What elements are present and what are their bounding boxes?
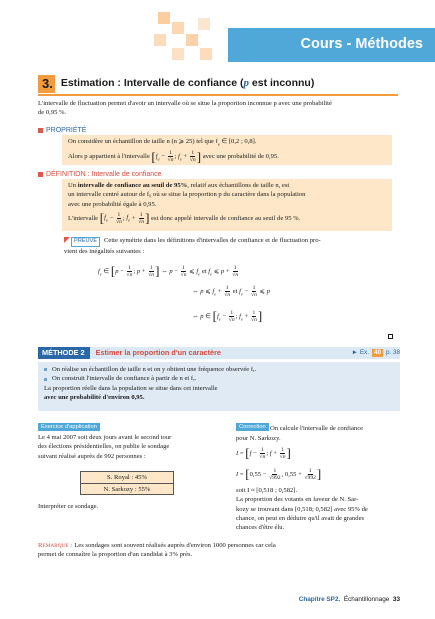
methode-item-2: On construit l'intervalle de confiance à partir de n et fₑ. (44, 374, 394, 383)
arrow-right-icon: ► (351, 348, 358, 356)
page-footer (299, 595, 400, 604)
sondage-row-sarkozy: N. Sarkozy : 55% (81, 483, 173, 494)
intro-line-1: L'intervalle de fluctuation permet d'avoir un intervalle où se situe la proportion inconnue p avec une probabilité (38, 100, 332, 107)
preuve-line-2: vient des inégalités suivantes : (64, 247, 145, 255)
exercice-question: Interpréter ce sondage. (38, 503, 99, 510)
correction-badge: Correction (236, 423, 269, 431)
methode-title: Estimer la proportion d'un caractère (95, 347, 221, 357)
definition-line-1: Un intervalle de confiance au seuil de 95%, relatif aux échantillons de taille n, est (68, 182, 290, 189)
methode-box (38, 362, 400, 411)
definition-box (62, 179, 392, 231)
equation-1: $f_e$ ∈ [p − $\frac{1}{√n}$ ; p + $\frac{1}{√n}$ ] ⇔ p − $\frac{1}{√n}$ ⩽ $f_e$ et $f_e$ ⩽ p + $\frac{1}{√n}$ (98, 263, 239, 278)
sondage-row-royal: S. Royal : 45% (107, 474, 147, 481)
preuve-badge: PREUVE (71, 237, 100, 247)
qed-square-icon (388, 334, 393, 339)
correction-text: soit I ≈ [0,518 ; 0,582]. La proportion des votants en faveur de N. Sar- kozy se trouvant dans [0,518; 0,582] avec 95% de chance, on peut en déduire qu'il avait de grandes chances d'être élu. (236, 487, 368, 532)
definition-label: DÉFINITION : Intervalle de confiance (38, 170, 162, 180)
sondage-table (80, 471, 174, 495)
correction-line-2: pour N. Sarkozy. (236, 435, 281, 442)
definition-line-4: L'intervalle [ $f_e$ − $\frac{1}{√n}$ ; $f_e$ + $\frac{1}{√n}$ ] est donc appelé intervalle de confiance au seuil de 95 %. (68, 210, 301, 226)
section-underline (38, 94, 398, 96)
exercice-badge: Exercice d'application (38, 423, 100, 431)
remarque-line-2: permet de connaître la proportion d'un candidat à 3% près. (38, 551, 193, 559)
section-heading (38, 75, 314, 93)
intro-line-2: de 0,95 %. (38, 109, 67, 117)
exercise-reference[interactable]: ► Ex. 40 p. 38 (351, 348, 400, 356)
definition-line-3: avec une probabilité égale à 0,95. (68, 200, 157, 208)
correction-line-1: On calcule l'intervalle de confiance (270, 425, 364, 432)
methode-item-1: On réalise un échantillon de taille n et on y obtient une fréquence observée fₑ. (44, 365, 394, 374)
footer-subject: Échantillonnage (343, 596, 390, 603)
propriete-line-2: Alors p appartient à l'intervalle [ $f_e$ − $\frac{1}{√n}$ ; $f_e$ + $\frac{1}{√n}$ ] avec une probabilité de 0,95. (68, 148, 279, 164)
methode-label: MÉTHODE 2 (38, 347, 90, 359)
definition-line-2: un intervalle centré autour de f₀ où se situe la proportion p du caractère dans la population (68, 191, 306, 199)
bullet-icon (44, 378, 47, 381)
equation-2: ⇔ p ⩽ $f_e$ + $\frac{1}{√n}$ et $f_e$ − $\frac{1}{√n}$ ⩽ p (192, 285, 271, 299)
section-number: 3. (38, 75, 55, 93)
propriete-box (62, 135, 392, 165)
header-banner (228, 28, 435, 62)
flag-icon (64, 237, 70, 243)
correction-equation-2: I = [0,55 − $\frac{1}{√992}$ , 0,55 + $\frac{1}{√992}$ ] (236, 466, 322, 481)
intro-text (38, 99, 400, 118)
section-title: Estimation : Intervalle de confiance (p est inconnu) (60, 77, 315, 90)
preuve-line-1: PREUVE Cette symétrie dans les définitions d'intervalles de confiance et de fluctuation pro- (64, 236, 400, 247)
methode-header (38, 347, 400, 359)
methode-line-4: avec une probabilité d'environ 0,95. (44, 394, 145, 402)
propriete-label: PROPRIÉTÉ (38, 126, 86, 136)
propriete-line-1: On considère un échantillon de taille n (n ⩾ 25) tel que $f_e$ ∈ [0,2 ; 0,8]. (68, 138, 257, 147)
banner-title: Cours - Méthodes (300, 36, 423, 52)
red-square-icon (38, 128, 43, 133)
red-square-icon (38, 172, 43, 177)
preuve-text (64, 236, 400, 256)
exercice-text: Le 4 mai 2007 soit deux jours avant le second tour des élections présidentielles, on publie le sondage suivant réalisé auprès de 992 personnes : (38, 434, 172, 460)
remarque (38, 541, 400, 560)
equation-3: ⇔ p ∈ [$f_e$ − $\frac{1}{√n}$ ; $f_e$ + $\frac{1}{√n}$ ] (192, 308, 263, 323)
correction-equation-1: I = [f − $\frac{1}{√n}$ ; f + $\frac{1}{√n}$ ] (236, 445, 291, 460)
footer-chapter: Chapitre SP2. (298, 596, 341, 603)
methode-line-3: La proportion réelle dans la population se situe dans cet intervalle (44, 384, 218, 392)
page-number: 33 (392, 596, 400, 603)
bullet-icon (44, 368, 47, 371)
remarque-line-1: Remarque : Les sondages sont souvent réalisés auprès d'environ 1000 personnes car cela (38, 542, 276, 549)
